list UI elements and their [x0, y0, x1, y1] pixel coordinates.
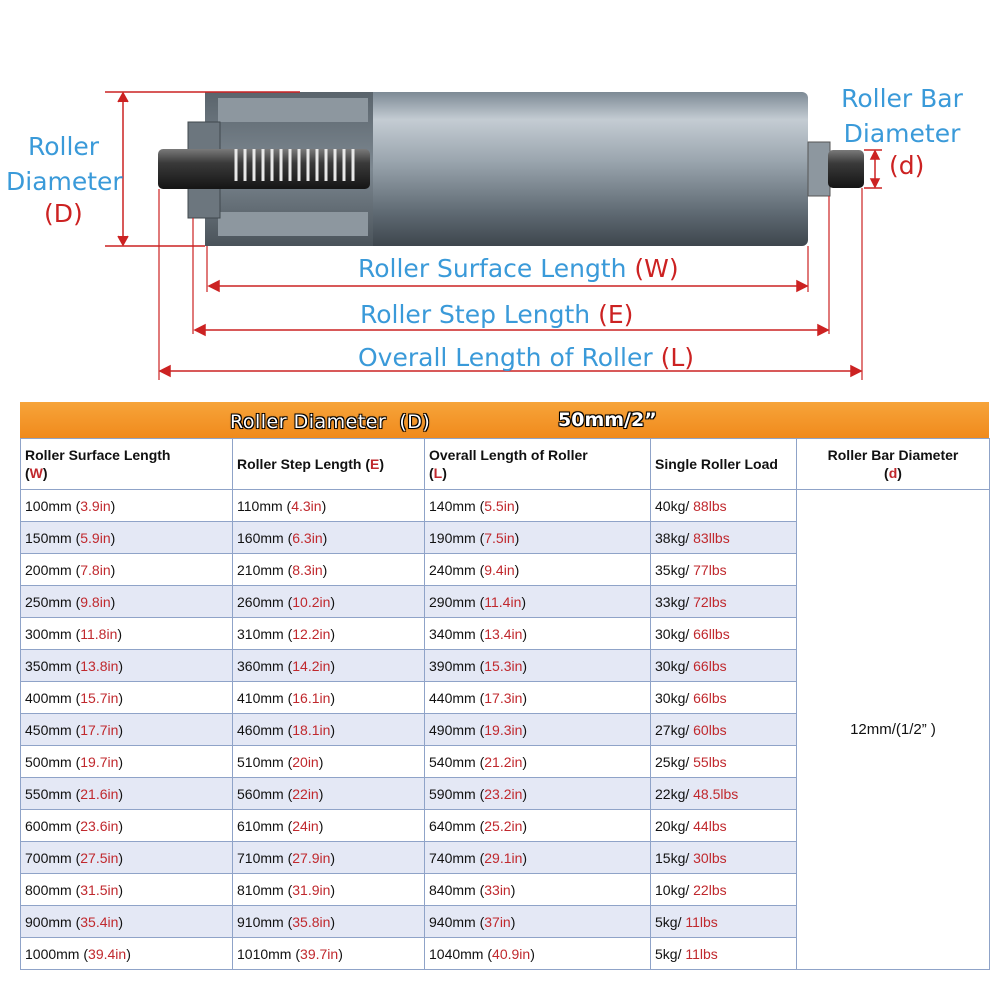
cell-overall-length: 390mm (15.3in)	[425, 650, 651, 682]
cell-step-length: 910mm (35.8in)	[233, 906, 425, 938]
diameter-banner	[20, 402, 989, 438]
cell-step-length: 410mm (16.1in)	[233, 682, 425, 714]
step-length-label: Roller Step Length (E)	[360, 300, 634, 329]
cell-step-length: 560mm (22in)	[233, 778, 425, 810]
surface-length-label: Roller Surface Length (W)	[358, 254, 679, 283]
roller-illustration	[0, 0, 1000, 395]
cell-roller-load: 25kg/ 55lbs	[651, 746, 797, 778]
cell-step-length: 110mm (4.3in)	[233, 490, 425, 522]
right-shaft	[828, 150, 864, 188]
cell-surface-length: 100mm (3.9in)	[21, 490, 233, 522]
cell-roller-load: 22kg/ 48.5lbs	[651, 778, 797, 810]
cell-step-length: 510mm (20in)	[233, 746, 425, 778]
cell-overall-length: 840mm (33in)	[425, 874, 651, 906]
cell-surface-length: 1000mm (39.4in)	[21, 938, 233, 970]
cell-surface-length: 800mm (31.5in)	[21, 874, 233, 906]
cell-step-length: 260mm (10.2in)	[233, 586, 425, 618]
header-surface-length: Roller Surface Length (W)	[21, 439, 233, 490]
cell-surface-length: 700mm (27.5in)	[21, 842, 233, 874]
cell-step-length: 460mm (18.1in)	[233, 714, 425, 746]
cell-overall-length: 490mm (19.3in)	[425, 714, 651, 746]
bar-diameter-label: Roller Bar Diameter	[841, 84, 963, 148]
roller-diameter-symbol: (D)	[44, 199, 83, 228]
cell-overall-length: 240mm (9.4in)	[425, 554, 651, 586]
cell-surface-length: 500mm (19.7in)	[21, 746, 233, 778]
cell-surface-length: 250mm (9.8in)	[21, 586, 233, 618]
cell-step-length: 710mm (27.9in)	[233, 842, 425, 874]
cell-roller-load: 15kg/ 30lbs	[651, 842, 797, 874]
cell-overall-length: 740mm (29.1in)	[425, 842, 651, 874]
banner-title: Roller Diameter (D)	[230, 411, 431, 433]
cell-bar-diameter: 12mm/(1/2” )	[797, 490, 990, 970]
cell-overall-length: 1040mm (40.9in)	[425, 938, 651, 970]
cell-roller-load: 10kg/ 22lbs	[651, 874, 797, 906]
header-overall-length: Overall Length of Roller (L)	[425, 439, 651, 490]
cell-roller-load: 20kg/ 44lbs	[651, 810, 797, 842]
cell-overall-length: 440mm (17.3in)	[425, 682, 651, 714]
spec-table-section	[20, 402, 989, 970]
header-bar-diameter: Roller Bar Diameter (d)	[797, 439, 990, 490]
cell-overall-length: 540mm (21.2in)	[425, 746, 651, 778]
bar-diameter-dimension	[864, 150, 882, 188]
table-header-row	[21, 439, 990, 490]
header-step-length: Roller Step Length (E)	[233, 439, 425, 490]
cell-roller-load: 35kg/ 77lbs	[651, 554, 797, 586]
cell-surface-length: 350mm (13.8in)	[21, 650, 233, 682]
table-row	[21, 490, 990, 522]
cell-roller-load: 30kg/ 66lbs	[651, 682, 797, 714]
cell-surface-length: 600mm (23.6in)	[21, 810, 233, 842]
overall-length-label: Overall Length of Roller (L)	[358, 343, 694, 372]
roller-diameter-label: Roller Diameter	[6, 132, 123, 196]
cell-overall-length: 190mm (7.5in)	[425, 522, 651, 554]
cell-surface-length: 150mm (5.9in)	[21, 522, 233, 554]
cell-overall-length: 290mm (11.4in)	[425, 586, 651, 618]
cell-surface-length: 400mm (15.7in)	[21, 682, 233, 714]
cell-roller-load: 30kg/ 66lbs	[651, 650, 797, 682]
cell-step-length: 210mm (8.3in)	[233, 554, 425, 586]
cell-surface-length: 200mm (7.8in)	[21, 554, 233, 586]
cell-roller-load: 5kg/ 11lbs	[651, 906, 797, 938]
cell-overall-length: 640mm (25.2in)	[425, 810, 651, 842]
cell-step-length: 360mm (14.2in)	[233, 650, 425, 682]
cell-roller-load: 30kg/ 66llbs	[651, 618, 797, 650]
cell-roller-load: 27kg/ 60lbs	[651, 714, 797, 746]
cell-overall-length: 590mm (23.2in)	[425, 778, 651, 810]
cell-step-length: 160mm (6.3in)	[233, 522, 425, 554]
cell-roller-load: 5kg/ 11lbs	[651, 938, 797, 970]
cell-step-length: 810mm (31.9in)	[233, 874, 425, 906]
cell-overall-length: 140mm (5.5in)	[425, 490, 651, 522]
header-roller-load: Single Roller Load	[651, 439, 797, 490]
cell-step-length: 1010mm (39.7in)	[233, 938, 425, 970]
cell-surface-length: 450mm (17.7in)	[21, 714, 233, 746]
cell-step-length: 310mm (12.2in)	[233, 618, 425, 650]
cell-surface-length: 550mm (21.6in)	[21, 778, 233, 810]
cell-surface-length: 900mm (35.4in)	[21, 906, 233, 938]
cell-roller-load: 33kg/ 72lbs	[651, 586, 797, 618]
right-end-cap	[808, 142, 830, 196]
bar-diameter-symbol: (d)	[889, 151, 925, 180]
cell-overall-length: 340mm (13.4in)	[425, 618, 651, 650]
roller-diagram	[0, 0, 1000, 395]
cell-roller-load: 38kg/ 83llbs	[651, 522, 797, 554]
cell-roller-load: 40kg/ 88lbs	[651, 490, 797, 522]
cell-overall-length: 940mm (37in)	[425, 906, 651, 938]
cell-surface-length: 300mm (11.8in)	[21, 618, 233, 650]
banner-value: 50mm/2”	[558, 409, 657, 431]
spec-table	[20, 438, 990, 970]
cell-step-length: 610mm (24in)	[233, 810, 425, 842]
